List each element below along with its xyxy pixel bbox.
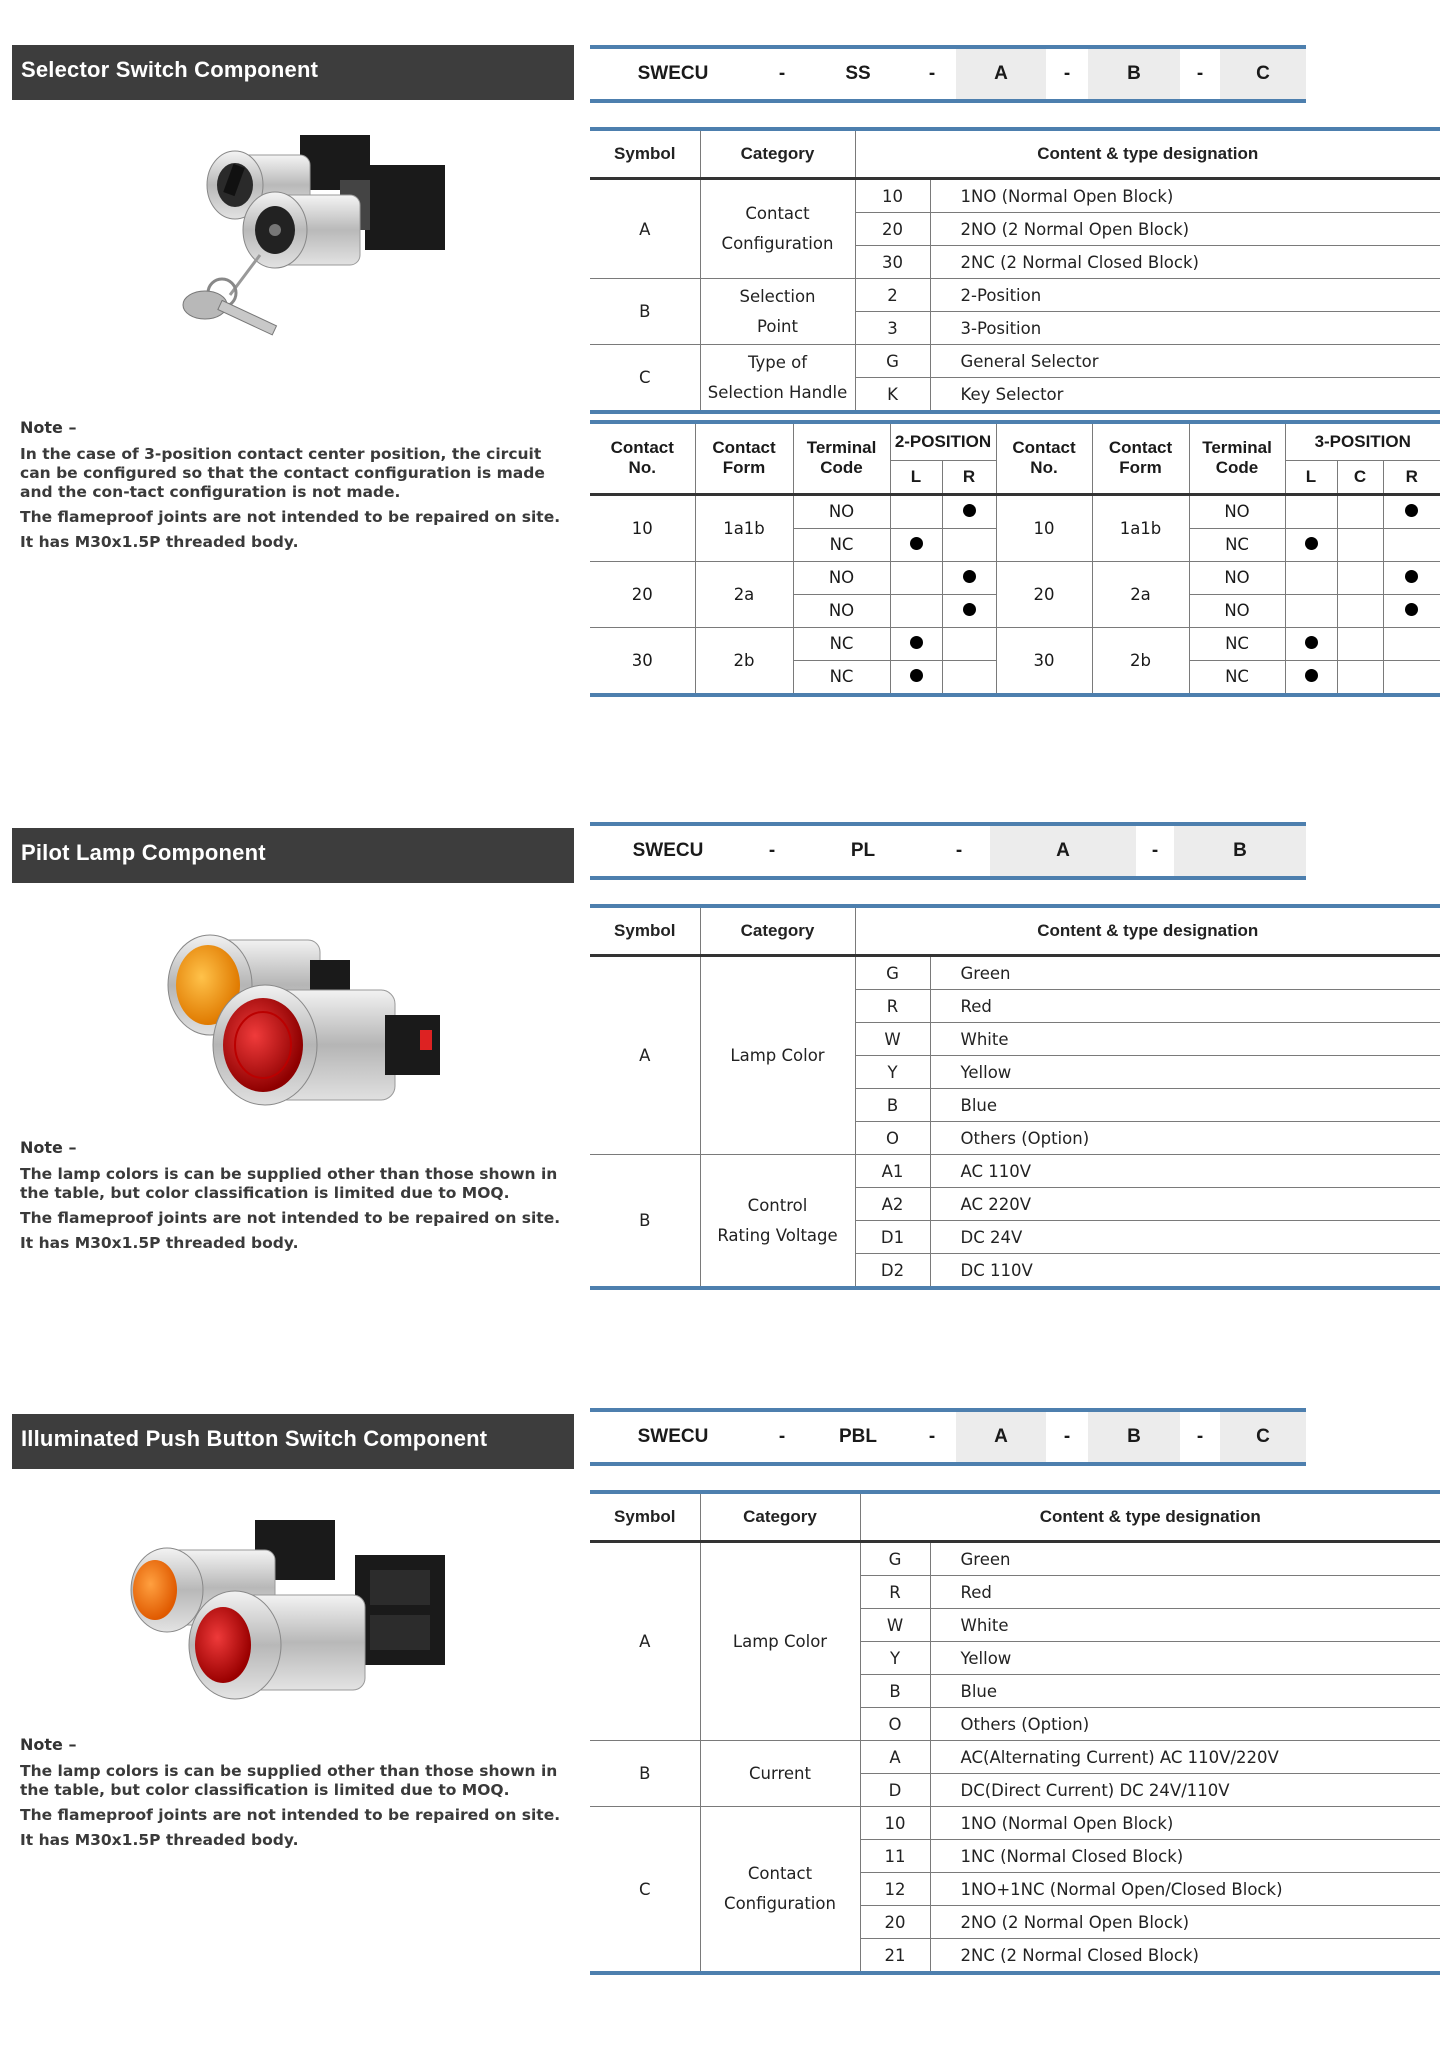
content-cell: 2NC (2 Normal Closed Block) <box>930 246 1440 279</box>
contact-form-cell: 1a1b <box>695 494 793 561</box>
note-line: The lamp colors is can be supplied other than those shown in the table, but color classification is limited due to MOQ. <box>20 1165 558 1202</box>
code-separator: - <box>928 1426 936 1447</box>
code-separator: - <box>928 63 936 84</box>
selector-type-code <box>590 45 1306 103</box>
content-cell: AC 220V <box>930 1188 1440 1221</box>
pilot-lamp-photo <box>130 920 460 1140</box>
code-cell: D2 <box>855 1254 930 1289</box>
contact-dot-icon <box>910 537 923 550</box>
content-cell: 1NO (Normal Open Block) <box>930 1807 1440 1840</box>
content-cell: 2NO (2 Normal Open Block) <box>930 1906 1440 1939</box>
contact-no-cell: 20 <box>590 561 695 627</box>
code-cell: O <box>855 1122 930 1155</box>
contact-no-cell: 30 <box>590 627 695 695</box>
code-cell: A <box>860 1741 930 1774</box>
terminal-code-cell: NC <box>1189 528 1285 561</box>
code-cell: B <box>860 1675 930 1708</box>
header-category: Category <box>700 906 855 956</box>
pos3-C-cell <box>1337 528 1383 561</box>
pos3-C-cell <box>1337 660 1383 695</box>
pos2-L-cell <box>890 561 942 594</box>
code-cell: Y <box>855 1056 930 1089</box>
code-cell: 2 <box>855 279 930 312</box>
header-contact-form: Contact Form <box>1092 422 1189 494</box>
content-cell: Blue <box>930 1089 1440 1122</box>
code-segment: C <box>1220 49 1306 99</box>
terminal-code-cell: NO <box>1189 594 1285 627</box>
header-contact-no: Contact No. <box>590 422 695 494</box>
content-cell: Red <box>930 1576 1440 1609</box>
terminal-code-cell: NC <box>1189 660 1285 695</box>
content-cell: DC 24V <box>930 1221 1440 1254</box>
terminal-code-cell: NO <box>793 561 890 594</box>
code-cell: 10 <box>855 179 930 213</box>
code-segment: SWECU <box>632 840 704 861</box>
pos3-R-cell <box>1383 494 1440 528</box>
contact-dot-icon <box>1405 504 1418 517</box>
code-segment: B <box>1174 826 1306 876</box>
code-cell: G <box>855 345 930 378</box>
content-cell: 1NC (Normal Closed Block) <box>930 1840 1440 1873</box>
note-line: It has M30x1.5P threaded body. <box>20 1234 299 1252</box>
terminal-code-cell: NC <box>793 528 890 561</box>
pos3-R-cell <box>1383 561 1440 594</box>
header-symbol: Symbol <box>590 1492 700 1542</box>
category-cell: Current <box>700 1741 860 1807</box>
contact-no-cell: 10 <box>590 494 695 561</box>
pos3-R-cell <box>1383 660 1440 695</box>
code-segment: A <box>990 826 1136 876</box>
category-cell: Type of Selection Handle <box>700 345 855 413</box>
selector-spec-table <box>590 127 1440 414</box>
code-segment: B <box>1088 1412 1180 1462</box>
contact-dot-icon <box>963 570 976 583</box>
pos3-C-cell <box>1337 494 1383 528</box>
code-separator: - <box>1151 840 1159 861</box>
header-terminal-code: Terminal Code <box>793 422 890 494</box>
pos2-R-cell <box>942 594 996 627</box>
note-line: The flameproof joints are not intended to be repaired on site. <box>20 1806 561 1824</box>
contact-dot-icon <box>910 636 923 649</box>
content-cell: Green <box>930 956 1440 990</box>
code-separator: - <box>955 840 963 861</box>
code-cell: A2 <box>855 1188 930 1221</box>
pos3-L-cell <box>1285 528 1337 561</box>
code-cell: O <box>860 1708 930 1741</box>
pilot-spec-table <box>590 904 1440 1290</box>
code-cell: 30 <box>855 246 930 279</box>
code-segment: PBL <box>839 1426 877 1447</box>
contact-no-cell: 30 <box>996 627 1092 695</box>
contact-form-cell: 2b <box>1092 627 1189 695</box>
pbl-note <box>20 1735 568 1856</box>
code-cell: G <box>860 1542 930 1576</box>
code-segment: A <box>956 49 1046 99</box>
symbol-cell: B <box>590 1741 700 1807</box>
pilot-note <box>20 1138 568 1259</box>
symbol-cell: B <box>590 1155 700 1289</box>
content-cell: 2NC (2 Normal Closed Block) <box>930 1939 1440 1974</box>
note-title: Note – <box>20 418 77 437</box>
contact-dot-icon <box>963 504 976 517</box>
code-cell: G <box>855 956 930 990</box>
header-contact-no: Contact No. <box>996 422 1092 494</box>
contact-dot-icon <box>1305 669 1318 682</box>
code-cell: 21 <box>860 1939 930 1974</box>
symbol-cell: A <box>590 179 700 279</box>
pos2-R-cell <box>942 660 996 695</box>
selector-switch-photo <box>110 125 450 365</box>
content-cell: DC(Direct Current) DC 24V/110V <box>930 1774 1440 1807</box>
selector-section-title: Selector Switch Component <box>12 45 574 100</box>
pbl-spec-table <box>590 1490 1440 1975</box>
pbl-type-code <box>590 1408 1306 1466</box>
header-contact-form: Contact Form <box>695 422 793 494</box>
pos2-R-cell <box>942 494 996 528</box>
content-cell: Blue <box>930 1675 1440 1708</box>
symbol-cell: C <box>590 1807 700 1974</box>
note-line: In the case of 3-position contact center position, the circuit can be configured so that the contact configuration is made and the con-tact configuration is not made. <box>20 445 545 501</box>
code-cell: 20 <box>860 1906 930 1939</box>
contact-dot-icon <box>1305 636 1318 649</box>
code-segment: C <box>1220 1412 1306 1462</box>
header-content: Content & type designation <box>855 129 1440 179</box>
content-cell: 1NO+1NC (Normal Open/Closed Block) <box>930 1873 1440 1906</box>
header-R: R <box>942 460 996 494</box>
pos3-L-cell <box>1285 627 1337 660</box>
terminal-code-cell: NO <box>1189 561 1285 594</box>
code-separator: - <box>768 840 776 861</box>
content-cell: AC(Alternating Current) AC 110V/220V <box>930 1741 1440 1774</box>
contact-dot-icon <box>963 603 976 616</box>
terminal-code-cell: NO <box>793 494 890 528</box>
symbol-cell: A <box>590 1542 700 1741</box>
code-separator: - <box>778 1426 786 1447</box>
pos3-R-cell <box>1383 594 1440 627</box>
pilot-type-code <box>590 822 1306 880</box>
header-content: Content & type designation <box>855 906 1440 956</box>
code-segment: PL <box>850 840 876 861</box>
category-cell: Lamp Color <box>700 1542 860 1741</box>
code-separator: - <box>1196 63 1204 84</box>
header-category: Category <box>700 129 855 179</box>
header-content: Content & type designation <box>860 1492 1440 1542</box>
note-line: The lamp colors is can be supplied other than those shown in the table, but color classification is limited due to MOQ. <box>20 1762 558 1799</box>
note-line: It has M30x1.5P threaded body. <box>20 1831 299 1849</box>
header-L: L <box>1285 460 1337 494</box>
selector-note <box>20 418 568 558</box>
code-cell: 20 <box>855 213 930 246</box>
code-separator: - <box>1196 1426 1204 1447</box>
code-cell: 12 <box>860 1873 930 1906</box>
note-line: The flameproof joints are not intended to be repaired on site. <box>20 1209 561 1227</box>
header-symbol: Symbol <box>590 906 700 956</box>
category-cell: Selection Point <box>700 279 855 345</box>
pos3-R-cell <box>1383 627 1440 660</box>
content-cell: 3-Position <box>930 312 1440 345</box>
note-title: Note – <box>20 1735 77 1754</box>
code-cell: D1 <box>855 1221 930 1254</box>
terminal-code-cell: NC <box>793 660 890 695</box>
content-cell: Others (Option) <box>930 1122 1440 1155</box>
content-cell: AC 110V <box>930 1155 1440 1188</box>
content-cell: Key Selector <box>930 378 1440 413</box>
code-segment: A <box>956 1412 1046 1462</box>
pilot-section-title: Pilot Lamp Component <box>12 828 574 883</box>
contact-dot-icon <box>1405 603 1418 616</box>
content-cell: Red <box>930 990 1440 1023</box>
content-cell: 1NO (Normal Open Block) <box>930 179 1440 213</box>
contact-form-cell: 2a <box>695 561 793 627</box>
content-cell: White <box>930 1023 1440 1056</box>
content-cell: Green <box>930 1542 1440 1576</box>
contact-dot-icon <box>1405 570 1418 583</box>
content-cell: White <box>930 1609 1440 1642</box>
content-cell: Yellow <box>930 1642 1440 1675</box>
content-cell: Others (Option) <box>930 1708 1440 1741</box>
note-title: Note – <box>20 1138 77 1157</box>
symbol-cell: C <box>590 345 700 413</box>
code-separator: - <box>1063 1426 1071 1447</box>
pbl-section-title: Illuminated Push Button Switch Component <box>12 1414 574 1469</box>
content-cell: Yellow <box>930 1056 1440 1089</box>
category-cell: Control Rating Voltage <box>700 1155 855 1289</box>
code-cell: W <box>855 1023 930 1056</box>
contact-form-cell: 2b <box>695 627 793 695</box>
pos3-L-cell <box>1285 594 1337 627</box>
pos2-R-cell <box>942 528 996 561</box>
header-R: R <box>1383 460 1440 494</box>
content-cell: 2NO (2 Normal Open Block) <box>930 213 1440 246</box>
category-cell: Lamp Color <box>700 956 855 1155</box>
code-segment: B <box>1088 49 1180 99</box>
contact-no-cell: 20 <box>996 561 1092 627</box>
pos2-L-cell <box>890 528 942 561</box>
content-cell: General Selector <box>930 345 1440 378</box>
push-button-photo <box>95 1515 475 1765</box>
category-cell: Contact Configuration <box>700 1807 860 1974</box>
code-cell: Y <box>860 1642 930 1675</box>
code-cell: 11 <box>860 1840 930 1873</box>
contact-dot-icon <box>910 669 923 682</box>
pos3-C-cell <box>1337 627 1383 660</box>
header-terminal-code: Terminal Code <box>1189 422 1285 494</box>
note-line: It has M30x1.5P threaded body. <box>20 533 299 551</box>
code-segment: SWECU <box>637 63 709 84</box>
pos2-L-cell <box>890 594 942 627</box>
header-3-position: 3-POSITION <box>1285 422 1440 460</box>
symbol-cell: B <box>590 279 700 345</box>
code-cell: R <box>860 1576 930 1609</box>
pos3-R-cell <box>1383 528 1440 561</box>
header-C: C <box>1337 460 1383 494</box>
pos2-L-cell <box>890 660 942 695</box>
pos2-R-cell <box>942 561 996 594</box>
code-cell: W <box>860 1609 930 1642</box>
pos3-L-cell <box>1285 660 1337 695</box>
terminal-code-cell: NO <box>793 594 890 627</box>
header-symbol: Symbol <box>590 129 700 179</box>
code-separator: - <box>778 63 786 84</box>
pos2-L-cell <box>890 627 942 660</box>
code-cell: D <box>860 1774 930 1807</box>
contact-no-cell: 10 <box>996 494 1092 561</box>
contact-form-cell: 1a1b <box>1092 494 1189 561</box>
code-cell: 3 <box>855 312 930 345</box>
code-cell: B <box>855 1089 930 1122</box>
symbol-cell: A <box>590 956 700 1155</box>
contact-form-cell: 2a <box>1092 561 1189 627</box>
code-cell: 10 <box>860 1807 930 1840</box>
header-L: L <box>890 460 942 494</box>
pos2-R-cell <box>942 627 996 660</box>
code-segment: SS <box>845 63 871 84</box>
code-segment: SWECU <box>637 1426 709 1447</box>
header-2-position: 2-POSITION <box>890 422 996 460</box>
code-cell: K <box>855 378 930 413</box>
pos3-C-cell <box>1337 561 1383 594</box>
code-cell: A1 <box>855 1155 930 1188</box>
header-category: Category <box>700 1492 860 1542</box>
content-cell: 2-Position <box>930 279 1440 312</box>
terminal-code-cell: NO <box>1189 494 1285 528</box>
terminal-code-cell: NC <box>793 627 890 660</box>
contact-dot-icon <box>1305 537 1318 550</box>
code-cell: R <box>855 990 930 1023</box>
selector-contact-table <box>590 420 1440 697</box>
pos3-L-cell <box>1285 494 1337 528</box>
terminal-code-cell: NC <box>1189 627 1285 660</box>
pos2-L-cell <box>890 494 942 528</box>
note-line: The flameproof joints are not intended to be repaired on site. <box>20 508 561 526</box>
pos3-L-cell <box>1285 561 1337 594</box>
code-separator: - <box>1063 63 1071 84</box>
pos3-C-cell <box>1337 594 1383 627</box>
content-cell: DC 110V <box>930 1254 1440 1289</box>
category-cell: Contact Configuration <box>700 179 855 279</box>
